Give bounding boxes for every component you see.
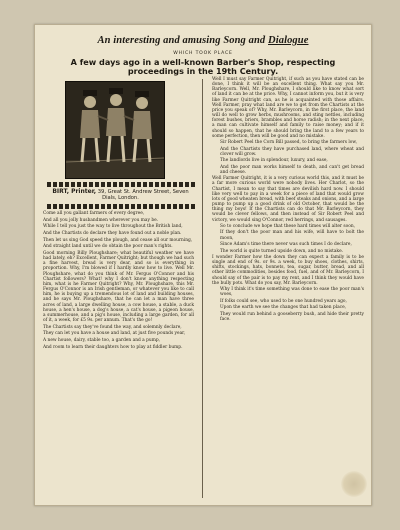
verse-line: Sir Robert Peel the Corn Bill passed, to bring the farmers low, (220, 140, 357, 146)
song-title (35, 35, 371, 46)
verse-line: The landlords live in splendour, luxury, and ease, (220, 158, 328, 164)
verse-line: Come all you gallant farmers of every degree, (43, 211, 145, 216)
headline: A few days ago in a well-known Barber's Shop, respecting proceedings in the 19th Century. (70, 57, 336, 77)
chorus-line: And straight land until we do obtain the poor man's rights. (43, 244, 173, 250)
broadside-sheet (34, 24, 372, 506)
column-divider (202, 79, 203, 498)
verse-line: While I tell you just the way to live throughout the British land, (43, 224, 183, 230)
dialogue-paragraph: Good morning Billy Ploughshare; what beautiful weather we have had lately, eh? Excellent, Farmer Quitright; but though we had such a fine harvest, bread is very dear, and so is everything in proportion. Why, I'm blowed if I hardly know how to live. Well Mr. Ploughshare, what do you think of Mr. Fergus O'Connor and his Chartist followers? What! why I don't know anything respecting him, what is he Farmer Quitright? Why, Mr. Ploughshare, this Mr. Fergus O'Connor is an Irish gentleman, or whatever you like to call him, he is buying up a tremendous lot of land and building houses, and he says Mr. Ploughshare, that he can let a man have three acres of land, a large dwelling house, a cow house, a stable, a duck house, a hen's house, a dog's house, a cat's house, a pigeon house, a summerhouse, and a pig's house, including a large garden, for all of it, a week, for £5 9s. per annum. That's the go! (43, 250, 194, 323)
left-column (43, 81, 194, 351)
verse-line: If they don't the poor man and his wife, will have to bolt the moon, (220, 230, 364, 241)
right-column (212, 77, 364, 323)
printer-address: 39, Great St. Andrew Street, Seven Dials, London. (97, 189, 189, 201)
dialogue-paragraph: Well I must say Farmer Quitright, if such as you have stated can be done, I think it will be an excellent thing. What say you Mr. Barleycorn. Well, Mr. Ploughshare, I should like to know what sort of land it can be at the price. Why, I cannot inform you, but it is very like Farmer Quitright can, as he is acquainted with those affairs. Well Farmer, pray what land are we to get from the Chartists at the price you speak of? Why, Mr. Barleycorn, in the first place, the land will do well to grow herbs, mushrooms, and sting nettles, including forest bushes, briers, brambles and horse radish; in the next place, a man can cultivate himself and family to raise money; and if it should so happen, that he should bring the land to a few years to some perfection, then will be good and no mistake. (212, 77, 364, 139)
verse-line: And all you jolly husbandmen wherever you may be. (43, 217, 159, 223)
verse-line: Upon the earth we see the changes that had taken place, (220, 305, 347, 311)
dialogue-paragraph: I wonder Farmer how the down they can expect a family is to be single and end of 9s. or 9s. a week, to buy shoes, clothes, shirts, shifts, stockings, hats, bonnets, tea, sugar, butter, bread, and all other little commodities, besides food, fuel, and of Mr. Barleycorn, I should say of the pair is to pay my rent, and I think they would have the bully pots. What do you say, Mr. Barleycorn. (212, 254, 364, 286)
title-prefix: An interesting and amusing Song and (97, 35, 266, 46)
printer-name: BIRT, Printer, (52, 188, 97, 195)
verse-line: If folks could see, who used to be one hundred years ago, (220, 298, 347, 304)
verse-line: The world is quite turned upside down, and no mistake. (220, 248, 344, 254)
woodcut-illustration (65, 81, 165, 179)
subtitle: WHICH TOOK PLACE (173, 51, 233, 56)
title-word-dialogue: Dialogue (268, 35, 309, 46)
verse-line: And room to learn their daughters how to play at fiddler bump. (43, 344, 183, 350)
right-text (212, 77, 364, 322)
ornamental-band (47, 182, 195, 187)
left-text (43, 211, 194, 350)
verse-line: A new house, dairy, stable too, a garden and a pump, (43, 337, 160, 343)
verse-line: And the poor man works himself to death, and can't get bread and cheese. (220, 164, 364, 175)
verse-line: And the Chartists they have purchased land, where wheat and clover will grow. (220, 146, 364, 157)
chorus-line: Then let us sing God speed the plough, and cease all our mourning, (43, 237, 193, 243)
verse-line: They can let you have a house and land, at just five pounds year, (43, 331, 186, 337)
paper-stain (341, 471, 367, 497)
dialogue-paragraph: Well Farmer Quitright, it is a very curious world this, and it must be a far more curious world were nobody lives. Her Charlot, so the Chartist, I mean to say that times are devilish hard now. I should like very well to pay in a week for a piece of land that would grow lots of good wheaten bread, with beef steaks and onions, and a large pump to pump up a good drink of old October, that would be the thing my boys! If the Chartists can do that Mr. Barleycorn, they would be clever fellows, and then instead of Sir Robert Peel and victory, we would sing O'Connor, red herrings, and sausages. (212, 176, 364, 223)
ornamental-band-lower (47, 204, 195, 209)
verse-line: Why I think it's time something was done to ease the poor man's woes, (220, 287, 364, 298)
printer-imprint (47, 189, 194, 201)
woodcut-three-men-icon (66, 82, 164, 178)
verse-line: And the Chartists do declare they have found out a noble plan. (43, 230, 182, 236)
verse-line: The Chartists say they've found the way, and solemnly declare, (43, 324, 182, 330)
verse-line: So to conclude we hope that these hard times will alter soon, (220, 224, 355, 229)
verse-line: They would run behind a gooseberry bush, and hide their pretty face. (220, 311, 364, 322)
verse-line: Since Adam's time there never was such times I do declare, (220, 242, 352, 248)
